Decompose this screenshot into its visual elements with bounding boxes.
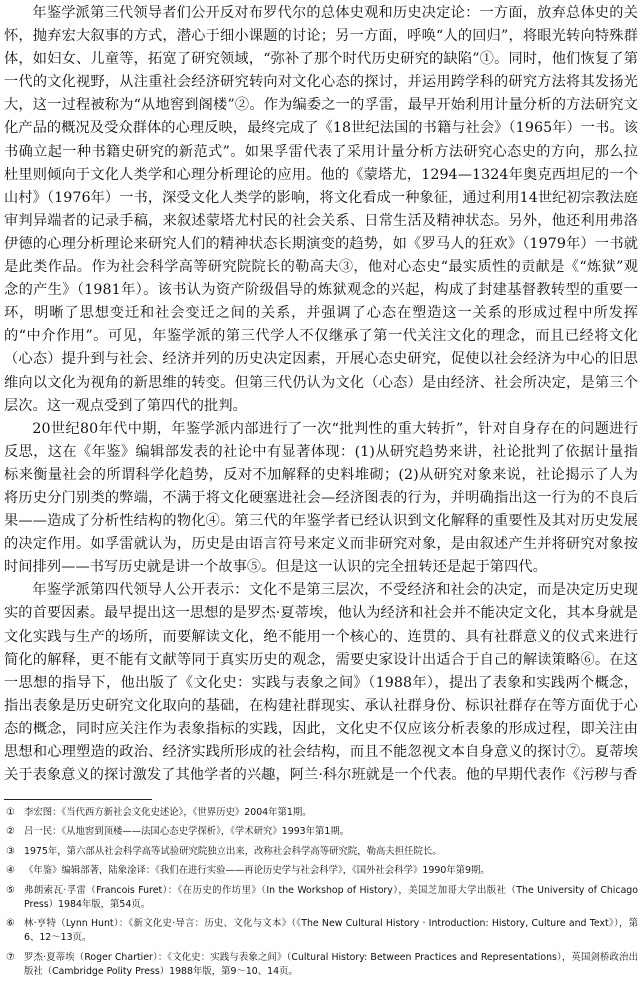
footnote-number: ①: [6, 807, 15, 818]
footnote-text: 1975年，第六部从社会科学高等试验研究院独立出来，改称社会科学高等研究院，勒高夫担任院长。: [24, 845, 442, 857]
footnote-text: 弗朗索瓦·孚雷（Francois Furet）：《在历史的作坊里》（In the Workshop of History），美国芝加哥大学出版社（The University of Chicago Press）1984年版，第54页。: [24, 884, 638, 910]
footnote-3: [6, 845, 638, 859]
footnote-number: ③: [6, 845, 15, 857]
footnote-text: 李宏图：《当代西方新社会文化史述论》，《世界历史》2004年第1期。: [24, 807, 312, 818]
body-paragraph-3: 年鉴学派第四代领导人公开表示：文化不是第三层次，不受经济和社会的决定，而是决定历史现实的首要因素。最早提出这一思想的是罗杰·夏蒂埃，他认为经济和社会并不能决定文化，其本身就是文化实践与生产的场所，而要解读文化，绝不能用一个核心的、连贯的、具有社群意义的仪式来进行简化的解释，更不能有文献等同于真实历史的观念，需要史家设计出适合于自己的解读策略⑥。在这一思想的指导下，他出版了《文化史：实践与表象之间》（1988年），提出了表象和实践两个概念，指出表象是历史研究文化取向的基础，在构建社群现实、承认社群身份、标识社群存在等方面优于心态的概念，同时应关注作为表象指标的实践，因此，文化史不仅应该分析表象的形成过程，即关注由思想和心理塑造的政治、经济实践所形成的社会结构，而且不能忽视文本自身意义的探讨⑦。夏蒂埃关于表象意义的探讨激发了其他学者的兴趣，阿兰·科尔班就是一个代表。他的早期代表作《污秽与香: [4, 582, 638, 784]
footnote-number: ⑤: [6, 884, 15, 896]
footnotes: [6, 806, 638, 984]
footnote-number: ⑦: [6, 951, 15, 963]
footnote-text: 林·亨特（Lynn Hunt）：《新文化史·导言：历史、文化与文本》（《The New Cultural History · Introduction: History, Culture and Text》），第6、12～13页。: [24, 918, 638, 944]
footnote-text: 吕一民：《从地窖到顶楼——法国心态史学探析》，《学术研究》1993年第1期。: [24, 826, 350, 838]
footnote-4: [6, 864, 638, 878]
body-paragraph-1: 年鉴学派第三代领导者们公开反对布罗代尔的总体史观和历史决定论：一方面，放弃总体史的关怀，抛弃宏大叙事的方式，潜心于细小课题的讨论；另一方面，呼唤“人的回归”，将眼光转向特殊群体，如妇女、儿童等，拓宽了研究领域，“弥补了那个时代历史研究的缺陷”①。同时，他们恢复了第一代的文化视野，从注重社会经济研究转向对文化心态的探讨，并运用跨学科的研究方法将其发扬光大，这一过程被称为“从地窖到阁楼”②。作为编委之一的孚雷，最早开始利用计量分析的方法研究文化产品的概况及受众群体的心理反映，最终完成了《18世纪法国的书籍与社会》（1965年）一书。该书确立起一种书籍史研究的新范式”。如果孚雷代表了采用计量分析方法研究心态史的方向，那么拉杜里则倾向于文化人类学和心理分析理论的应用。他的《蒙塔尤，1294—1324年奥克西坦尼的一个山村》（1976年）一书，深受文化人类学的影响，将文化看成一种象征，通过利用14世纪初宗教法庭审判异端者的记录手稿，来叙述蒙塔尤村民的社会关系、日常生活及精神状态。另外，他还利用弗洛伊德的心理分析理论来研究人们的精神状态长期演变的趋势，如《罗马人的狂欢》（1979年）一书就是此类作品。作为社会科学高等研究院院长的勒高夫③，他对心态史“最实质性的贡献是《“炼狱”观念的产生》（1981年）。该书认为资产阶级倡导的炼狱观念的兴起，构成了封建基督教转型的重要一环，明晰了思想变迁和社会变迁之间的关系，并强调了心态在塑造这一关系的形成过程中所发挥的“中介作用”。可见，年鉴学派的第三代学人不仅继承了第一代关注文化的理念，而且已经将文化（心态）提升到与社会、经济并列的历史决定因素，开展心态史研究，促使以社会经济为中心的旧思维向以文化为视角的新思维的转变。但第三代仍认为文化（心态）是由经济、社会所决定，是第三个层次。这一观点受到了第四代的批判。: [4, 5, 638, 414]
footnote-5: [6, 884, 638, 912]
footnote-number: ④: [6, 865, 15, 877]
footnote-2: [6, 825, 638, 839]
footnote-1: [6, 806, 638, 820]
page-body: [4, 2, 638, 787]
footnote-separator: [4, 799, 152, 800]
footnote-number: ⑥: [6, 918, 15, 930]
footnote-text: 《年鉴》编辑部著，陆象淦译：《我们在进行实验——再论历史学与社会科学》，《国外社会科学》1990年第9期。: [24, 865, 490, 877]
footnote-number: ②: [6, 826, 15, 838]
body-paragraph-2: 20世纪80年代中期，年鉴学派内部进行了一次“批判性的重大转折”，针对自身存在的问题进行反思，这在《年鉴》编辑部发表的社论中有显著体现：(1)从研究趋势来讲，社论批判了依据计量指标来衡量社会的所谓科学化趋势，反对不加解释的史料堆砌；(2)从研究对象来说，社论揭示了人为将历史分门别类的弊端，不满于将文化硬塞进社会—经济图表的行为，并明确指出这一行为的不良后果——造成了分析性结构的物化④。第三代的年鉴学者已经认识到文化解释的重要性及其对历史发展的决定作用。如孚雷就认为，历史是由语言符号来定义而非研究对象，是由叙述产生并将研究对象按时间排列——书写历史就是讲一个故事⑤。但是这一认识的完全扭转还是起于第四代。: [4, 420, 638, 576]
footnote-6: [6, 917, 638, 945]
footnote-text: 罗杰·夏蒂埃（Roger Chartier）：《文化史：实践与表象之间》（Cultural History: Between Practices and Representations），英国剑桥政治出版社（Cambridge Polity Press）1988年版，第9～10、14页。: [24, 951, 638, 977]
